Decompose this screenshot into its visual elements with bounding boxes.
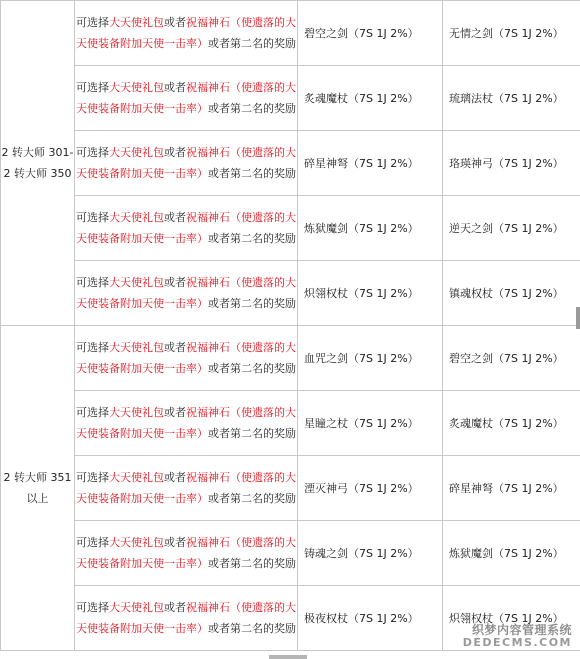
description-prefix: 可选择 — [76, 405, 109, 419]
description-item2: 祝福神石（使遗落的大天使装备附加天使一击率） — [76, 145, 296, 180]
weapon-cell: 星瞳之杖（7S 1J 2%） — [298, 391, 443, 456]
description-prefix: 可选择 — [76, 470, 109, 484]
description-item1: 大天使礼包 — [109, 275, 164, 289]
description-item2: 祝福神石（使遗落的大天使装备附加天使一击率） — [76, 340, 296, 375]
table-row — [1, 1, 580, 66]
description-item2: 祝福神石（使遗落的大天使装备附加天使一击率） — [76, 535, 296, 570]
description-item1: 大天使礼包 — [109, 15, 164, 29]
weapon-cell: 炙魂魔杖（7S 1J 2%） — [298, 66, 443, 131]
description-suffix: 或者第二名的奖励 — [208, 102, 296, 115]
weapon-cell: 炽翎权杖（7S 1J 2%） — [298, 261, 443, 326]
description-item1: 大天使礼包 — [109, 470, 164, 484]
weapon-cell: 镇魂权杖（7S 1J 2%） — [443, 261, 580, 326]
reward-description-cell — [75, 391, 298, 456]
reward-description-cell — [75, 261, 298, 326]
watermark-logo — [463, 624, 572, 649]
table-row — [1, 196, 580, 261]
description-prefix: 可选择 — [76, 210, 109, 224]
description-item1: 大天使礼包 — [109, 405, 164, 419]
weapon-cell: 炽翎权杖（7S 1J 2%） — [443, 586, 580, 651]
description-item1: 大天使礼包 — [109, 340, 164, 354]
description-item2: 祝福神石（使遗落的大天使装备附加天使一击率） — [76, 275, 296, 310]
weapon-cell: 炼狱魔剑（7S 1J 2%） — [298, 196, 443, 261]
description-item1: 大天使礼包 — [109, 535, 164, 549]
tier-cell: 2 转大师 351 以上 — [1, 326, 75, 651]
description-item2: 祝福神石（使遗落的大天使装备附加天使一击率） — [76, 405, 296, 440]
weapon-cell: 碧空之剑（7S 1J 2%） — [443, 326, 580, 391]
description-middle: 或者 — [164, 15, 186, 29]
table-row — [1, 521, 580, 586]
description-prefix: 可选择 — [76, 80, 109, 94]
table-row — [1, 66, 580, 131]
table-row — [1, 456, 580, 521]
table-row — [1, 391, 580, 456]
description-prefix: 可选择 — [76, 145, 109, 159]
description-suffix: 或者第二名的奖励 — [208, 427, 296, 440]
scrollbar-handle[interactable] — [576, 307, 580, 329]
weapon-cell: 炙魂魔杖（7S 1J 2%） — [443, 391, 580, 456]
weapon-cell: 逆天之剑（7S 1J 2%） — [443, 196, 580, 261]
description-item1: 大天使礼包 — [109, 80, 164, 94]
description-middle: 或者 — [164, 210, 186, 224]
resize-handle[interactable] — [269, 655, 307, 659]
description-item2: 祝福神石（使遗落的大天使装备附加天使一击率） — [76, 210, 296, 245]
table-row — [1, 131, 580, 196]
table-row — [1, 326, 580, 391]
description-item2: 祝福神石（使遗落的大天使装备附加天使一击率） — [76, 80, 296, 115]
description-middle: 或者 — [164, 275, 186, 289]
watermark-text-cn: 织梦内容管理系统 — [471, 622, 572, 637]
description-prefix: 可选择 — [76, 340, 109, 354]
description-middle: 或者 — [164, 340, 186, 354]
table-row — [1, 261, 580, 326]
description-prefix: 可选择 — [76, 15, 109, 29]
description-item2: 祝福神石（使遗落的大天使装备附加天使一击率） — [76, 15, 296, 50]
weapon-cell: 碧空之剑（7S 1J 2%） — [298, 1, 443, 66]
description-middle: 或者 — [164, 405, 186, 419]
description-middle: 或者 — [164, 470, 186, 484]
description-middle: 或者 — [164, 80, 186, 94]
weapon-cell: 琉璃法杖（7S 1J 2%） — [443, 66, 580, 131]
description-item2: 祝福神石（使遗落的大天使装备附加天使一击率） — [76, 470, 296, 505]
reward-description-cell — [75, 326, 298, 391]
reward-description-cell — [75, 456, 298, 521]
description-suffix: 或者第二名的奖励 — [208, 362, 296, 375]
weapon-cell: 碎星神弩（7S 1J 2%） — [298, 131, 443, 196]
description-middle: 或者 — [164, 535, 186, 549]
description-item1: 大天使礼包 — [109, 210, 164, 224]
reward-description-cell — [75, 131, 298, 196]
reward-description-cell — [75, 196, 298, 261]
weapon-cell: 炼狱魔剑（7S 1J 2%） — [443, 521, 580, 586]
weapon-cell: 碎星神弩（7S 1J 2%） — [443, 456, 580, 521]
reward-description-cell — [75, 1, 298, 66]
description-item2: 祝福神石（使遗落的大天使装备附加天使一击率） — [76, 600, 296, 635]
weapon-cell: 铸魂之剑（7S 1J 2%） — [298, 521, 443, 586]
description-suffix: 或者第二名的奖励 — [208, 232, 296, 245]
description-item1: 大天使礼包 — [109, 145, 164, 159]
tier-cell: 2 转大师 301-2 转大师 350 — [1, 1, 75, 326]
description-item1: 大天使礼包 — [109, 600, 164, 614]
weapon-cell: 珞瑛神弓（7S 1J 2%） — [443, 131, 580, 196]
watermark-text-en: DEDECMS.COM — [462, 635, 572, 649]
weapon-cell: 无情之剑（7S 1J 2%） — [443, 1, 580, 66]
reward-description-cell — [75, 66, 298, 131]
description-suffix: 或者第二名的奖励 — [208, 557, 296, 570]
description-suffix: 或者第二名的奖励 — [208, 37, 296, 50]
description-suffix: 或者第二名的奖励 — [208, 492, 296, 505]
rewards-table-body — [1, 1, 580, 651]
weapon-cell: 极夜权杖（7S 1J 2%） — [298, 586, 443, 651]
description-middle: 或者 — [164, 600, 186, 614]
description-suffix: 或者第二名的奖励 — [208, 167, 296, 180]
description-prefix: 可选择 — [76, 275, 109, 289]
description-prefix: 可选择 — [76, 600, 109, 614]
reward-description-cell — [75, 586, 298, 651]
reward-description-cell — [75, 521, 298, 586]
weapon-cell: 血咒之剑（7S 1J 2%） — [298, 326, 443, 391]
description-prefix: 可选择 — [76, 535, 109, 549]
description-middle: 或者 — [164, 145, 186, 159]
weapon-cell: 湮灭神弓（7S 1J 2%） — [298, 456, 443, 521]
description-suffix: 或者第二名的奖励 — [208, 622, 296, 635]
description-suffix: 或者第二名的奖励 — [208, 297, 296, 310]
